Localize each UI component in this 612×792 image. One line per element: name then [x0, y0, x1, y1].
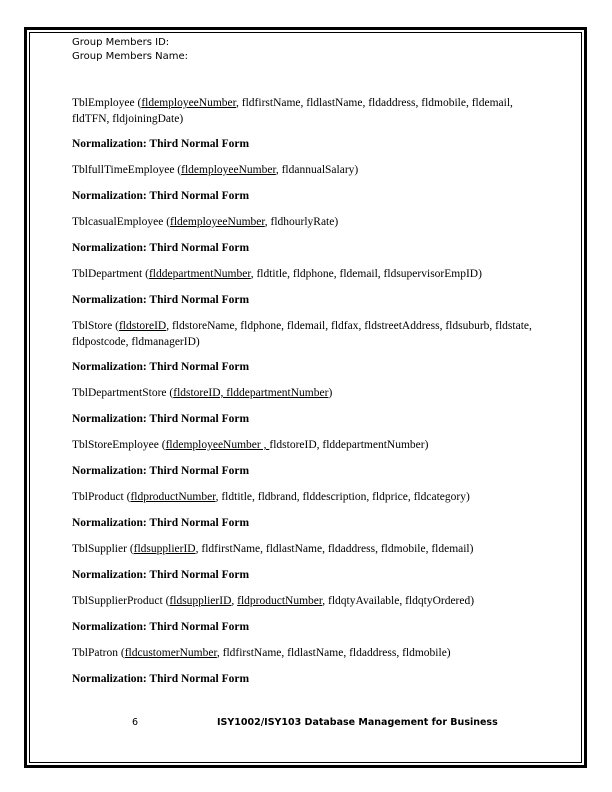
table-attributes: fldstoreID, flddepartmentNumber) — [269, 439, 429, 451]
primary-key: fldproductNumber — [237, 595, 323, 607]
table-attributes: , fldfirstName, fldlastName, fldaddress, fldmobile, fldemail, fldTFN, fldjoiningDate) — [72, 97, 513, 125]
primary-key: fldemployeeNumber — [181, 164, 276, 176]
table-attributes: , fldstoreName, fldphone, fldemail, fldfax, fldstreetAddress, fldsuburb, fldstate, fldpostcode, fldmanagerID) — [72, 320, 532, 348]
group-members-id-label: Group Members ID: — [72, 37, 170, 48]
table-definition-department — [72, 266, 542, 282]
primary-key: fldemployeeNumber — [141, 97, 237, 109]
page-number: 6 — [132, 717, 139, 728]
normalization-label: Normalization: Third Normal Form — [72, 621, 250, 633]
key-separator: , — [231, 595, 238, 607]
table-attributes: , fldhourlyRate) — [264, 216, 339, 228]
primary-key: fldsupplierID — [169, 595, 232, 607]
normalization-label: Normalization: Third Normal Form — [72, 673, 250, 685]
normalization-label: Normalization: Third Normal Form — [72, 361, 250, 373]
table-definition-fulltime-employee — [72, 162, 542, 178]
table-name: TblStoreEmployee ( — [72, 439, 166, 451]
primary-key: fldproductNumber — [130, 491, 216, 503]
table-name: TblcasualEmployee ( — [72, 216, 171, 228]
normalization-label: Normalization: Third Normal Form — [72, 413, 250, 425]
table-definition-employee — [72, 95, 542, 127]
normalization-label: Normalization: Third Normal Form — [72, 569, 250, 581]
normalization-label: Normalization: Third Normal Form — [72, 190, 250, 202]
primary-key: flddepartmentNumber — [148, 268, 251, 280]
table-name: TblSupplier ( — [72, 543, 134, 555]
normalization-label: Normalization: Third Normal Form — [72, 242, 250, 254]
table-name: TblDepartment ( — [72, 268, 149, 280]
table-definition-patron — [72, 645, 542, 661]
table-name: TblDepartmentStore ( — [72, 387, 174, 399]
normalization-label: Normalization: Third Normal Form — [72, 138, 250, 150]
table-definition-store — [72, 318, 542, 350]
table-name: TblStore ( — [72, 320, 119, 332]
course-title: ISY1002/ISY103 Database Management for Business — [217, 717, 498, 728]
table-attributes: , fldfirstName, fldlastName, fldaddress, fldmobile) — [216, 647, 451, 659]
schema-content — [72, 95, 542, 697]
primary-key: fldemployeeNumber — [170, 216, 265, 228]
primary-key: fldsupplierID — [133, 543, 196, 555]
table-attributes: ) — [328, 387, 333, 399]
primary-key: fldstoreID, flddepartmentNumber — [173, 387, 329, 399]
table-definition-store-employee — [72, 437, 542, 453]
normalization-label: Normalization: Third Normal Form — [72, 294, 250, 306]
primary-key: fldemployeeNumber , — [165, 439, 270, 451]
table-definition-supplier-product — [72, 593, 542, 609]
primary-key: fldcustomerNumber — [124, 647, 217, 659]
page-header — [72, 36, 188, 64]
page-footer — [0, 716, 612, 730]
table-definition-product — [72, 489, 542, 505]
table-name: TblSupplierProduct ( — [72, 595, 170, 607]
group-members-name-label: Group Members Name: — [72, 51, 189, 62]
normalization-label: Normalization: Third Normal Form — [72, 465, 250, 477]
table-attributes: , fldfirstName, fldlastName, fldaddress, fldmobile, fldemail) — [195, 543, 474, 555]
table-attributes: , fldtitle, fldbrand, flddescription, fldprice, fldcategory) — [215, 491, 470, 503]
table-name: TblEmployee ( — [72, 97, 142, 109]
table-attributes: , fldannualSalary) — [275, 164, 359, 176]
primary-key: fldstoreID — [118, 320, 167, 332]
table-name: TblPatron ( — [72, 647, 125, 659]
normalization-label: Normalization: Third Normal Form — [72, 517, 250, 529]
table-definition-casual-employee — [72, 214, 542, 230]
table-attributes: , fldqtyAvailable, fldqtyOrdered) — [322, 595, 475, 607]
table-definition-department-store — [72, 385, 542, 401]
table-name: TblfullTimeEmployee ( — [72, 164, 182, 176]
table-definition-supplier — [72, 541, 542, 557]
table-name: TblProduct ( — [72, 491, 131, 503]
table-attributes: , fldtitle, fldphone, fldemail, fldsupervisorEmpID) — [250, 268, 482, 280]
